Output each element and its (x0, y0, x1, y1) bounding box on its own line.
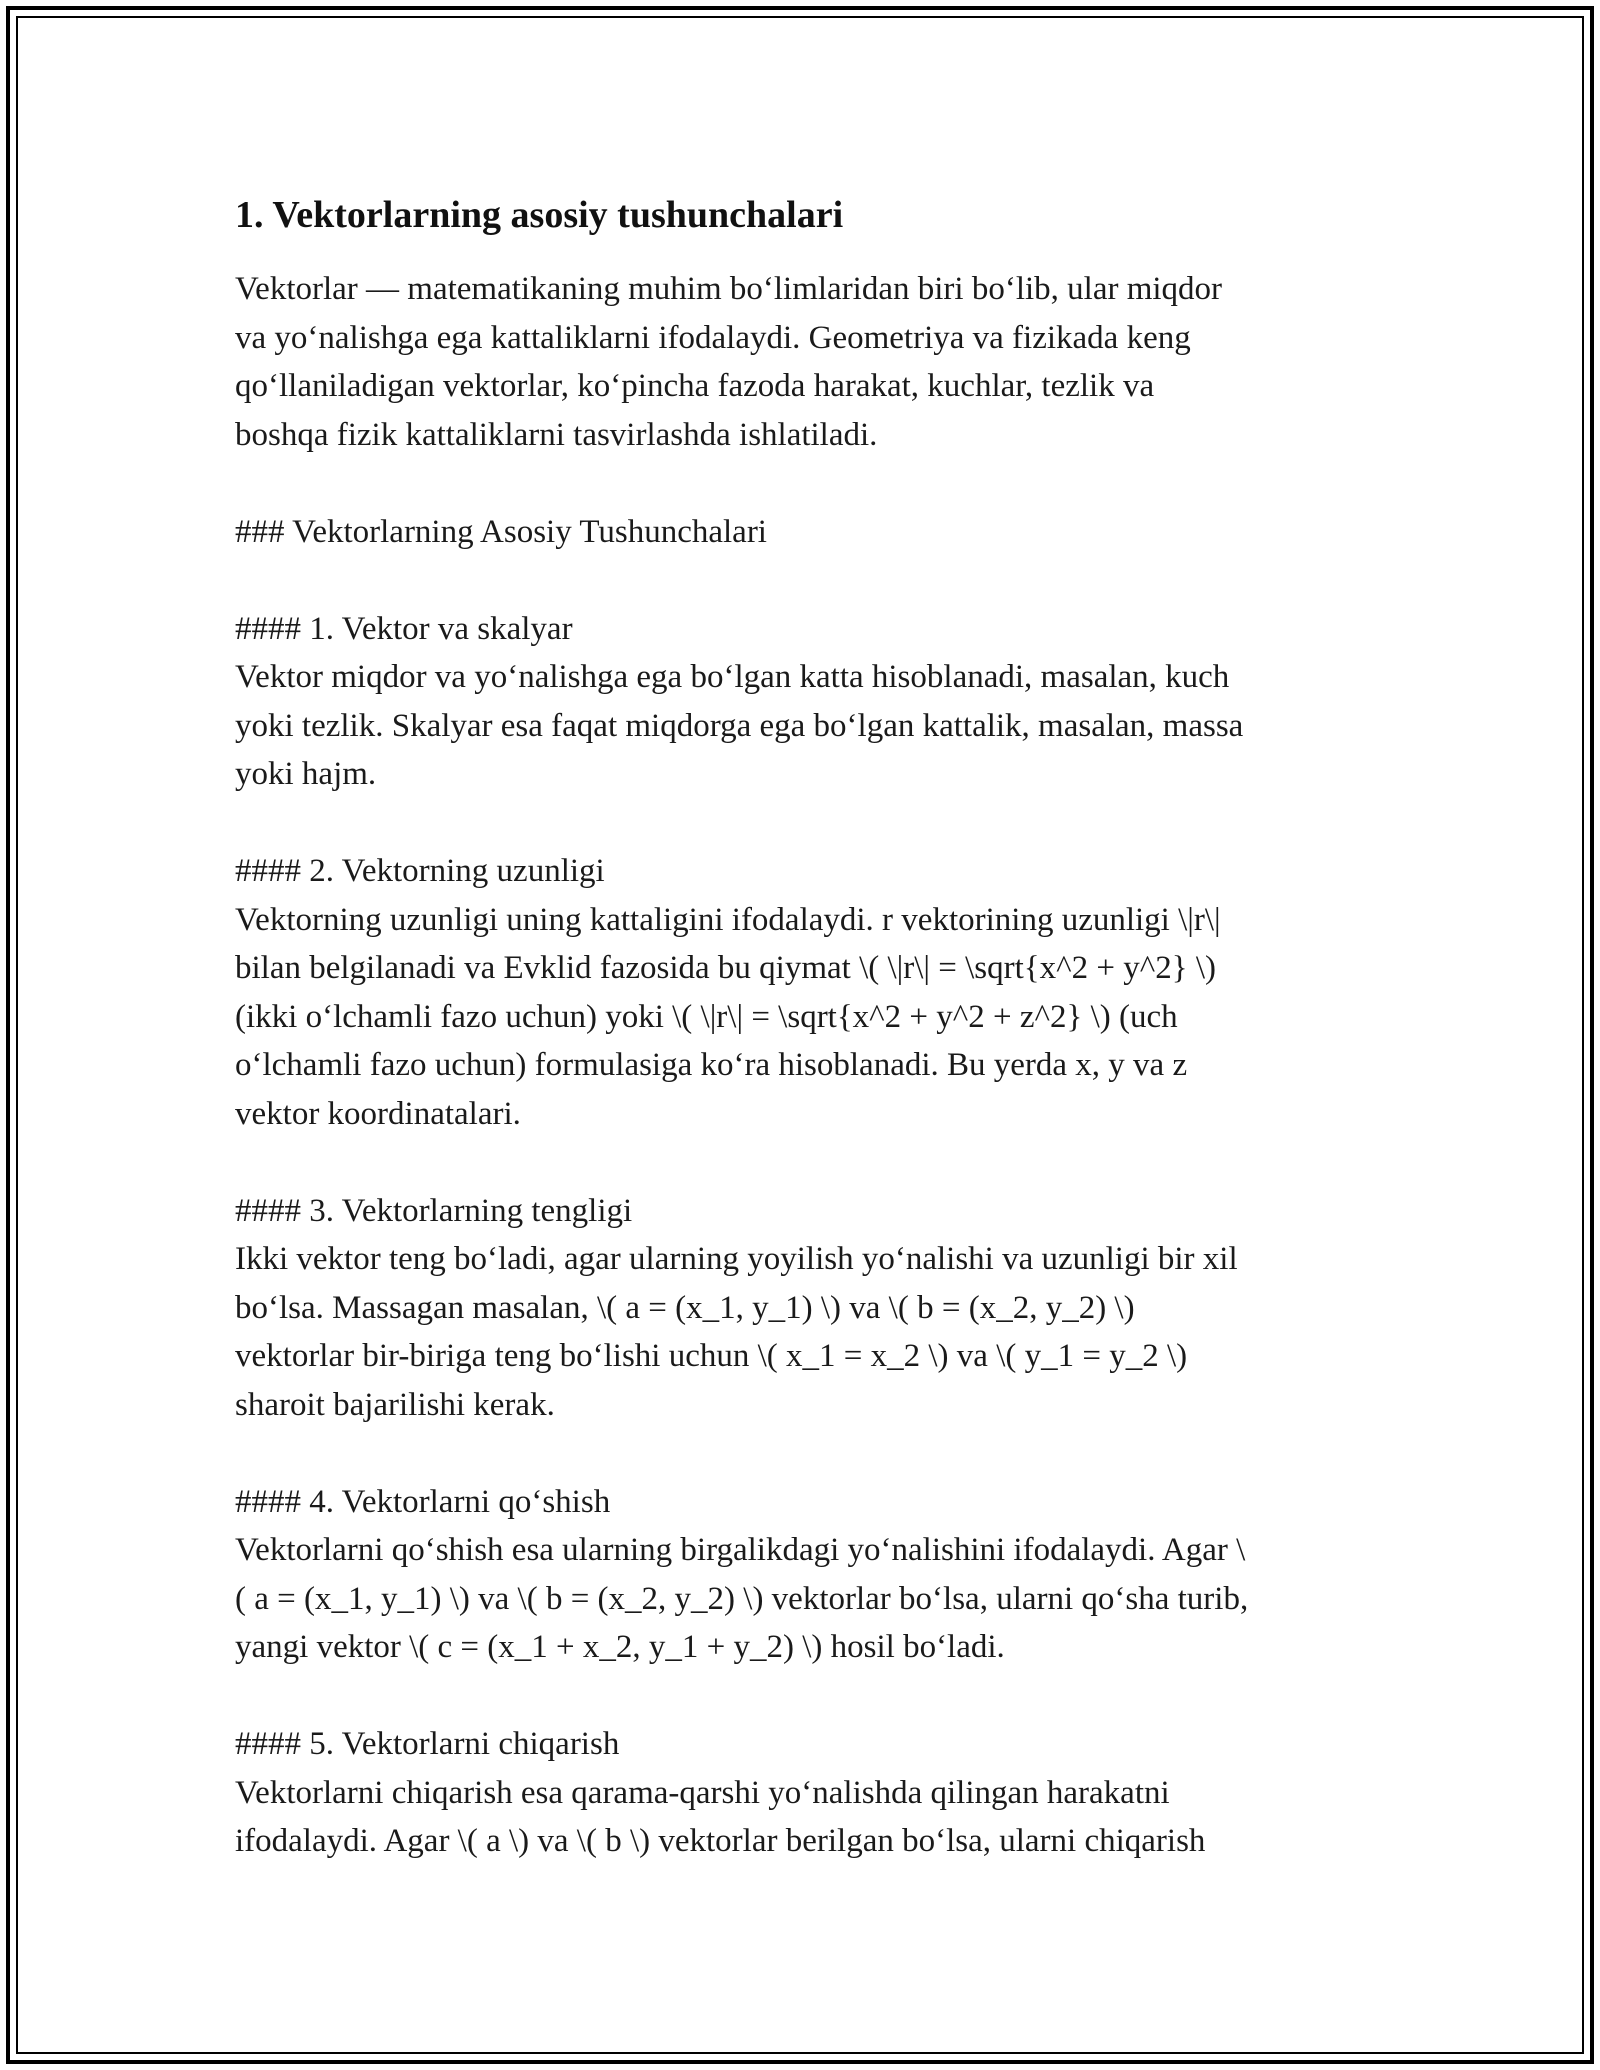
spacer (235, 459, 1375, 508)
spacer (235, 799, 1375, 848)
section-heading-5: #### 5. Vektorlarni chiqarish (235, 1726, 620, 1762)
section-body-2: Vektorning uzunligi uning kattaligini ifodalaydi. r vektorining uzunligi \|r\| bilan belgilanadi va Evklid fazosida bu qiymat \( \|r\| = \sqrt{x^2 + y^2} \) (ikki o‘lchamli fazo uchun) yoki \( \|r\| = \sqrt{x^2 + y^2 + z^2} \) (uch o‘lchamli fazo uchun) formulasiga ko‘ra hisoblanadi. Bu yerda x, y va z vektor koordinatalari. (235, 901, 1221, 1132)
section-body-1: Vektor miqdor va yo‘nalishga ega bo‘lgan katta hisoblanadi, masalan, kuch yoki tezlik. Skalyar esa faqat miqdorga ega bo‘lgan kattalik, masalan, massa yoki hajm. (235, 659, 1244, 792)
spacer (235, 1429, 1375, 1478)
subheading: ### Vektorlarning Asosiy Tushunchalari (235, 513, 767, 550)
section-body-5: Vektorlarni chiqarish esa qarama-qarshi yo‘nalishda qilingan harakatni ifodalaydi. Agar \( a \) va \( b \) vektorlar berilgan bo‘lsa, ularni chiqarish (235, 1774, 1206, 1859)
document-content (235, 185, 1375, 1866)
spacer (235, 1138, 1375, 1187)
intro-paragraph: Vektorlar — matematikaning muhim bo‘limlaridan biri bo‘lib, ular miqdor va yo‘nalishga ega kattaliklarni ifodalaydi. Geometriya va fizikada keng qo‘llaniladigan vektorlar, ko‘pincha fazoda harakat, kuchlar, tezlik va boshqa fizik kattaliklarni tasvirlashda ishlatiladi. (235, 271, 1223, 453)
spacer (235, 1672, 1375, 1721)
section-body-4: Vektorlarni qo‘shish esa ularning birgalikdagi yo‘nalishini ifodalaydi. Agar \ ( a = (x_1, y_1) \) va \( b = (x_2, y_2) \) vektorlar bo‘lsa, ularni qo‘sha turib, yangi vektor \( c = (x_1 + x_2, y_1 + y_2) \) hosil bo‘ladi. (235, 1532, 1249, 1665)
document-title: 1. Vektorlarning asosiy tushunchalari (235, 194, 844, 236)
section-heading-3: #### 3. Vektorlarning tengligi (235, 1192, 633, 1229)
section-body-3: Ikki vektor teng bo‘ladi, agar ularning yoyilish yo‘nalishi va uzunligi bir xil bo‘lsa. Massagan masalan, \( a = (x_1, y_1) \) va \( b = (x_2, y_2) \) vektorlar bir-biriga teng bo‘lishi uchun \( x_1 = x_2 \) va \( y_1 = y_2 \) sharoit bajarilishi kerak. (235, 1241, 1238, 1423)
spacer (235, 556, 1375, 605)
section-heading-2: #### 2. Vektorning uzunligi (235, 853, 605, 889)
section-heading-4: #### 4. Vektorlarni qo‘shish (235, 1483, 611, 1520)
section-heading-1: #### 1. Vektor va skalyar (235, 610, 573, 647)
